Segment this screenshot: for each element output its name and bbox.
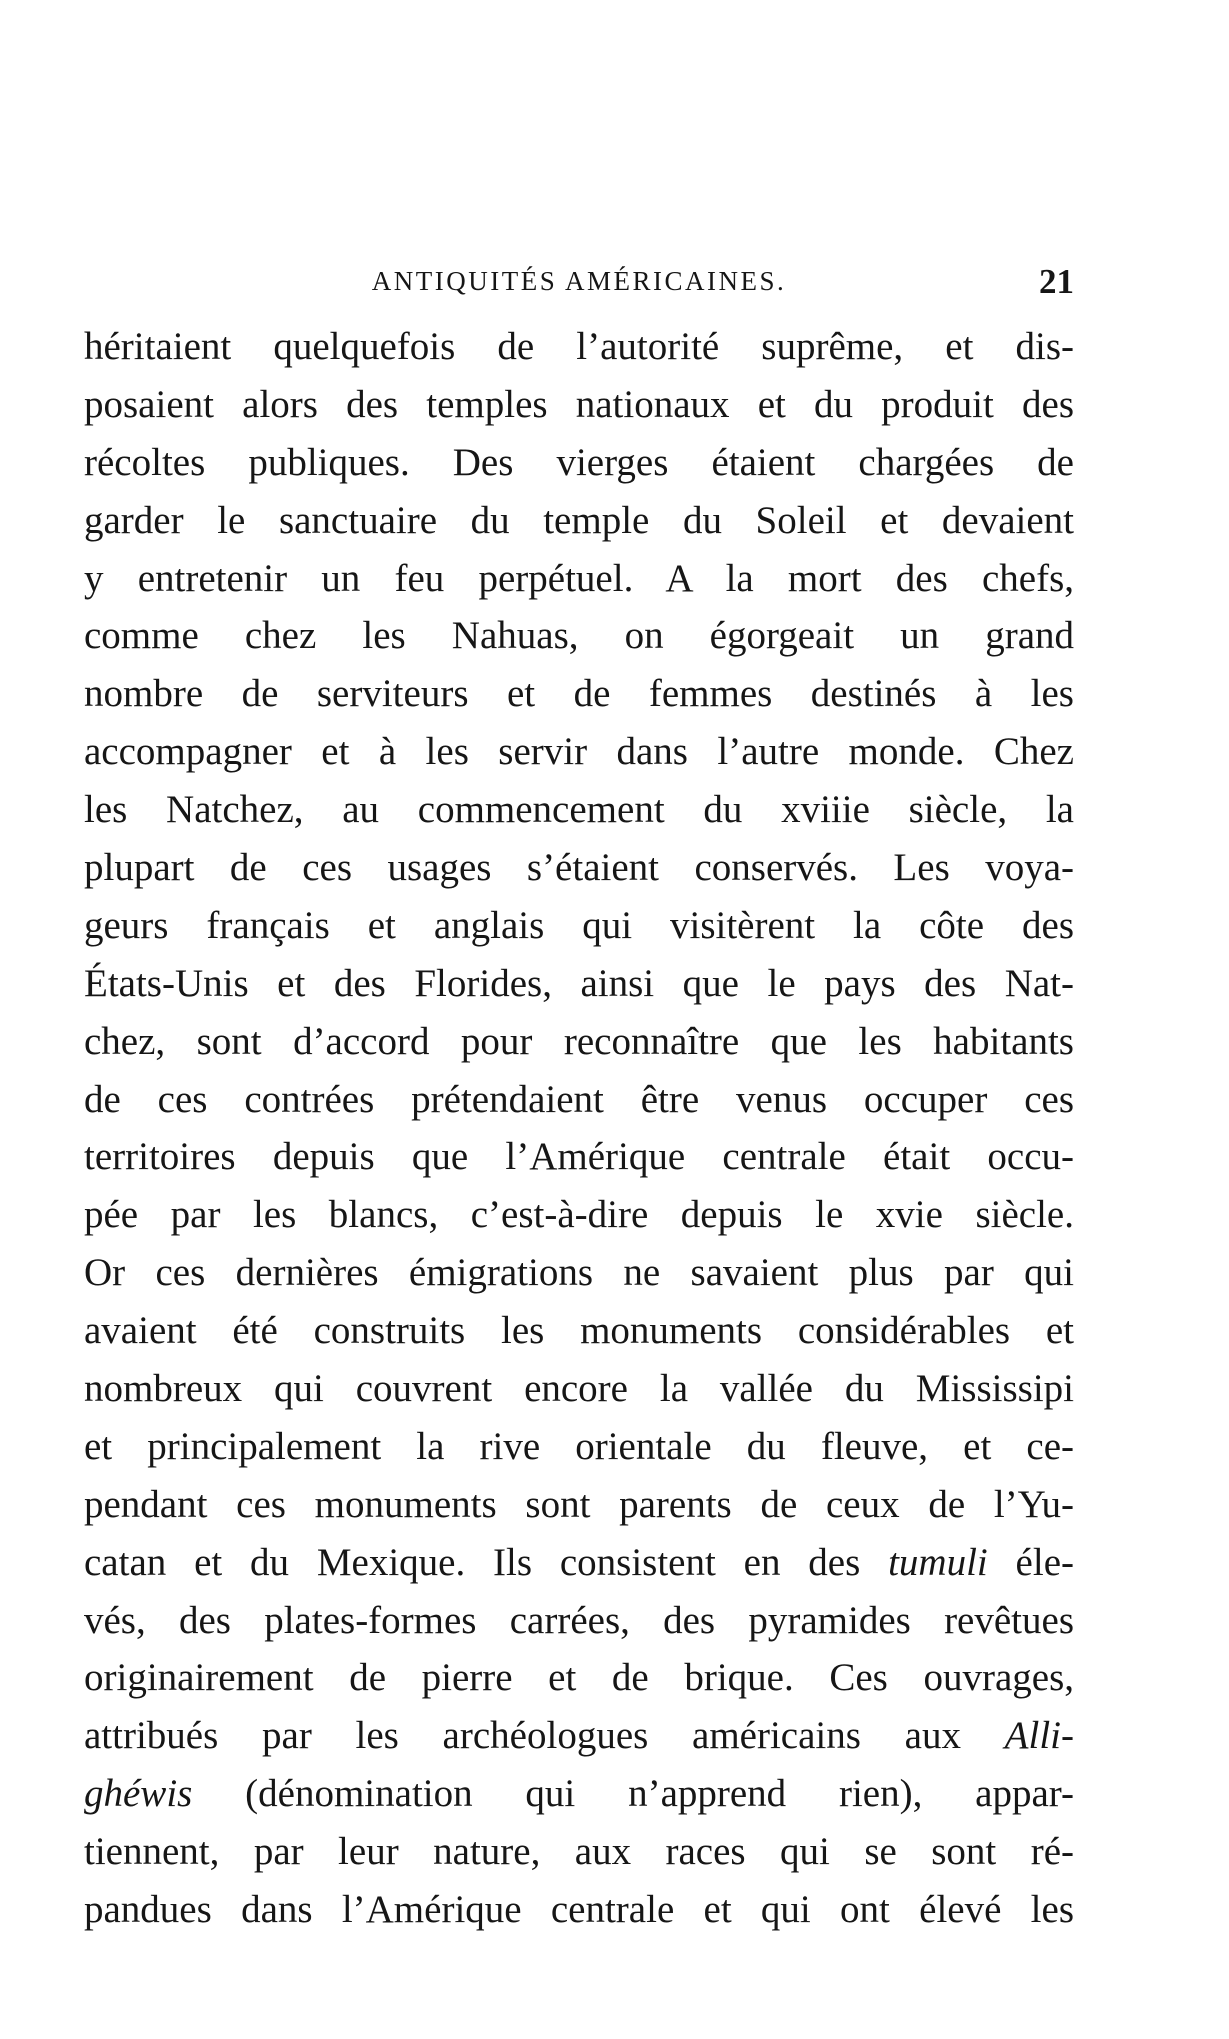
text-line: États-Unis et des Florides, ainsi que le pays des Nat-: [84, 961, 1074, 1005]
text-line: tiennent, par leur nature, aux races qui se sont ré-: [84, 1830, 1074, 1874]
running-head: [84, 262, 1074, 302]
text-line: attribués par les archéologues américains aux Alli-: [84, 1714, 1074, 1758]
text-line: catan et du Mexique. Ils consistent en des tumuli éle-: [84, 1540, 1074, 1584]
running-title: ANTIQUITÉS AMÉRICAINES.: [371, 266, 787, 296]
text-line: pée par les blancs, c’est-à-dire depuis le xvie siècle.: [84, 1193, 1074, 1237]
text-line: récoltes publiques. Des vierges étaient chargées de: [84, 440, 1074, 484]
text-line: pandues dans l’Amérique centrale et qui ont élevé les: [84, 1888, 1074, 1932]
text-line: vés, des plates-formes carrées, des pyramides revêtues: [84, 1598, 1074, 1642]
text-line: les Natchez, au commencement du xviiie siècle, la: [84, 788, 1074, 832]
text-line: accompagner et à les servir dans l’autre monde. Chez: [84, 730, 1074, 774]
text-line: nombreux qui couvrent encore la vallée du Mississipi: [84, 1367, 1074, 1411]
text-line: Or ces dernières émigrations ne savaient plus par qui: [84, 1251, 1074, 1295]
text-line: geurs français et anglais qui visitèrent la côte des: [84, 903, 1074, 947]
text-line: de ces contrées prétendaient être venus occuper ces: [84, 1077, 1074, 1121]
text-line: héritaient quelquefois de l’autorité suprême, et dis-: [84, 325, 1074, 368]
text-line: comme chez les Nahuas, on égorgeait un grand: [84, 614, 1074, 658]
text-line: ghéwis (dénomination qui n’apprend rien), appar-: [84, 1772, 1074, 1816]
text-line: posaient alors des temples nationaux et du produit des: [84, 382, 1074, 426]
text-line: et principalement la rive orientale du fleuve, et ce-: [84, 1424, 1074, 1468]
text-line: originairement de pierre et de brique. Ces ouvrages,: [84, 1656, 1074, 1700]
page-number: 21: [1039, 262, 1074, 301]
text-line: territoires depuis que l’Amérique centrale était occu-: [84, 1135, 1074, 1179]
text-line: plupart de ces usages s’étaient conservés. Les voya-: [84, 846, 1074, 890]
text-line: nombre de serviteurs et de femmes destinés à les: [84, 672, 1074, 716]
text-line: avaient été construits les monuments considérables et: [84, 1309, 1074, 1353]
text-line: garder le sanctuaire du temple du Soleil et devaient: [84, 498, 1074, 542]
text-line: y entretenir un feu perpétuel. A la mort des chefs,: [84, 556, 1074, 600]
text-line: chez, sont d’accord pour reconnaître que les habitants: [84, 1019, 1074, 1063]
body-text: [84, 318, 1074, 1939]
text-line: pendant ces monuments sont parents de ceux de l’Yu-: [84, 1482, 1074, 1526]
